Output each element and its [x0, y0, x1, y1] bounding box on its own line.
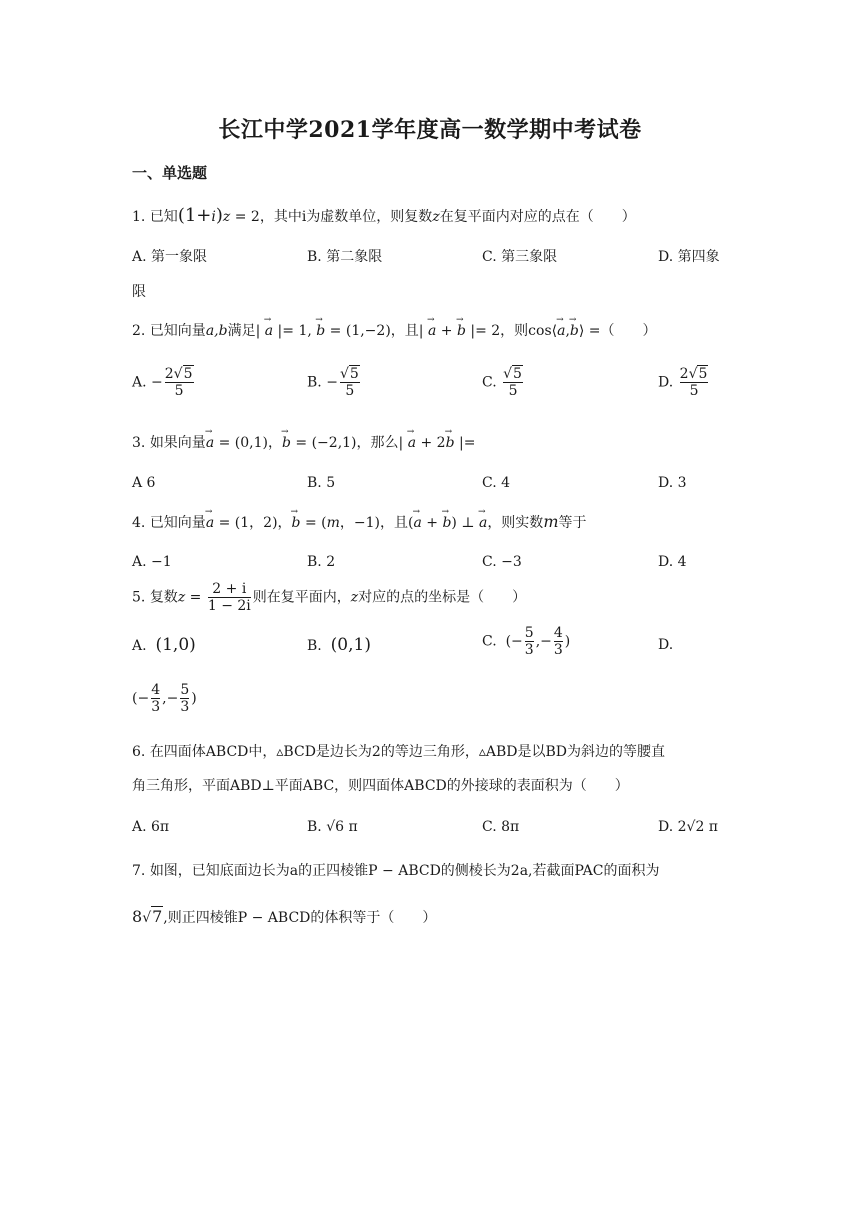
- coef: 8: [132, 907, 143, 926]
- question-number: 3.: [132, 435, 150, 451]
- fraction: [208, 581, 251, 614]
- option-c: C. 第三象限: [482, 249, 558, 265]
- numerator: 2√5: [164, 366, 193, 382]
- vector-b: → b: [570, 322, 579, 340]
- question-text: 在四面体ABCD中，▵BCD是边长为2的等边三角形，▵ABD是以BD为斜边的等腰直: [149, 744, 665, 760]
- math-var: z: [222, 209, 231, 225]
- radicand: 7: [152, 907, 163, 926]
- option-d: [658, 366, 710, 399]
- question-text: 等于: [558, 515, 587, 531]
- math-var: i: [301, 209, 307, 225]
- math-var: m: [543, 512, 559, 531]
- numerator: 4: [151, 682, 161, 698]
- option-d: (− $\frac{4}{3}$ ,− $\frac{5}{3}$ ): [132, 682, 197, 715]
- math-expr: |= 2，则cos⟨: [465, 323, 558, 339]
- math-var: z: [432, 209, 440, 225]
- denominator: 1 − 2i: [207, 598, 251, 614]
- math-expr: |= 1,: [273, 323, 317, 339]
- question-text: 已知向量: [149, 515, 206, 531]
- question-7: [132, 862, 659, 880]
- question-text: = 2，其中: [230, 209, 302, 225]
- option-d: D. 4: [658, 554, 687, 570]
- fraction: [525, 625, 534, 658]
- option-d: D. 2√2 π: [658, 819, 719, 835]
- math-var: a,b: [205, 323, 228, 339]
- option-c: [482, 366, 525, 399]
- option-c: C. 4: [482, 475, 511, 491]
- math-var: z: [177, 589, 186, 606]
- option-label: A.: [132, 374, 147, 391]
- option-label: B.: [307, 374, 322, 391]
- question-text: 复数: [149, 589, 178, 606]
- vector-a: → a: [557, 322, 565, 340]
- math-var: i: [211, 209, 216, 225]
- option-a: A. 第一象限: [132, 249, 208, 265]
- question-text: 在复平面内对应的点在（ ）: [439, 209, 636, 225]
- radicand: 5: [183, 366, 193, 382]
- math-expr: ): [215, 205, 223, 226]
- option-label: C.: [482, 374, 497, 391]
- radicand: 5: [698, 366, 708, 382]
- denominator: 3: [524, 642, 534, 658]
- numerator: 2 + i: [212, 581, 247, 597]
- vector-a: → a: [479, 514, 487, 532]
- math-expr: =: [185, 589, 206, 606]
- numerator: 2√5: [679, 366, 708, 382]
- option-b: B. √6 π: [307, 819, 358, 835]
- denominator: 3: [180, 699, 190, 715]
- vector-a: → a: [408, 434, 416, 452]
- question-text: ⟩ =（ ）: [578, 323, 657, 339]
- question-number: 2.: [132, 323, 150, 339]
- question-1: [132, 207, 636, 226]
- option-d-wrap: 限: [132, 284, 146, 300]
- option-b: B. 5: [307, 475, 336, 491]
- exam-title: 长江中学2021学年度高一数学期中考试卷: [218, 117, 642, 143]
- radicand: 5: [349, 366, 359, 382]
- question-number: 5.: [132, 589, 150, 606]
- math-expr: ，−1)，且(: [339, 515, 414, 531]
- section-heading: 一、单选题: [132, 164, 208, 182]
- option-d-label: D.: [658, 637, 674, 653]
- option-c: C. 8π: [482, 819, 520, 835]
- vector-a: → a: [428, 322, 436, 340]
- fraction: [680, 366, 709, 399]
- question-number: 1.: [132, 209, 150, 225]
- option-a: [132, 636, 196, 655]
- question-text: 则在复平面内，: [252, 589, 351, 606]
- denominator: 3: [553, 642, 563, 658]
- numerator: 5: [180, 682, 190, 698]
- option-label: B.: [307, 638, 322, 654]
- question-2: [132, 322, 657, 340]
- option-value: (0,1): [330, 635, 371, 655]
- question-text: ,则正四棱锥P − ABCD的体积等于（ ）: [163, 910, 437, 926]
- vector-a: → a: [265, 322, 273, 340]
- math-expr: = (1,−2)，且|: [325, 323, 428, 339]
- math-expr: = (1，2)，: [214, 515, 292, 531]
- question-text: ，则实数: [487, 515, 544, 531]
- option-b: B. 第二象限: [307, 249, 383, 265]
- math-var: z: [350, 589, 359, 606]
- question-text: 如图，已知底面边长为a的正四棱锥P − ABCD的侧棱长为2a,若截面PAC的面积为: [149, 863, 660, 879]
- question-3: [132, 434, 475, 452]
- vector-b: → b: [457, 322, 466, 340]
- fraction: [340, 366, 360, 399]
- math-sign: −: [151, 374, 163, 391]
- vector-b: → b: [442, 514, 451, 532]
- denominator: 5: [680, 382, 709, 399]
- math-expr: = (0,1)，: [214, 435, 282, 451]
- question-number: 7.: [132, 863, 150, 879]
- numerator: 5: [524, 625, 534, 641]
- question-text: 为虚数单位，则复数: [306, 209, 433, 225]
- option-label: A.: [132, 638, 147, 654]
- vector-a: → a: [206, 514, 214, 532]
- option-a: [132, 366, 196, 399]
- question-number: 4.: [132, 515, 150, 531]
- math-expr: +: [421, 515, 443, 531]
- vector-a: → a: [413, 514, 421, 532]
- option-c: C. (− $\frac{5}{3}$ ,− $\frac{4}{3}$ ): [482, 625, 571, 658]
- math-sign: −: [326, 374, 338, 391]
- option-c: C. −3: [482, 554, 522, 570]
- option-b: [307, 636, 371, 655]
- question-text: 已知向量: [149, 323, 206, 339]
- numerator: √5: [339, 366, 359, 382]
- question-text: 对应的点的坐标是（ ）: [358, 589, 527, 606]
- math-expr: (1+: [177, 205, 212, 226]
- radicand: 5: [513, 366, 522, 382]
- option-d: D. 3: [658, 475, 687, 491]
- denominator: 5: [340, 382, 360, 399]
- fraction: [165, 366, 194, 399]
- option-d: D. 第四象: [658, 249, 720, 265]
- math-expr: = (−2,1)，那么|: [290, 435, 408, 451]
- numerator: √5: [503, 366, 522, 382]
- question-6-line-2: 角三角形，平面ABD⊥平面ABC，则四面体ABCD的外接球的表面积为（ ）: [132, 778, 629, 794]
- vector-b: → b: [292, 514, 301, 532]
- option-a: A 6: [132, 475, 156, 491]
- option-value: (1,0): [155, 635, 196, 655]
- math-expr: = (: [300, 515, 327, 531]
- question-7-line-2: 8√7,则正四棱锥P − ABCD的体积等于（ ）: [132, 907, 437, 926]
- vector-b: → b: [316, 322, 325, 340]
- vector-a: → a: [206, 434, 214, 452]
- math-expr: + 2: [416, 435, 446, 451]
- question-6: [132, 743, 665, 761]
- math-expr: ) ⊥: [451, 515, 479, 531]
- fraction: [554, 625, 563, 658]
- question-number: 6.: [132, 744, 150, 760]
- math-expr: |=: [454, 435, 476, 451]
- question-4: [132, 513, 586, 532]
- fraction: [151, 682, 160, 715]
- math-expr: +: [436, 323, 457, 339]
- denominator: 5: [165, 382, 194, 399]
- question-text: 已知: [149, 209, 178, 225]
- option-b: B. 2: [307, 554, 336, 570]
- denominator: 3: [151, 699, 161, 715]
- option-label: C.: [482, 633, 497, 650]
- option-b: [307, 366, 362, 399]
- vector-b: → b: [446, 434, 455, 452]
- vector-b: → b: [282, 434, 291, 452]
- option-label: D.: [658, 374, 674, 391]
- question-text: 满足|: [227, 323, 265, 339]
- option-a: A. 6π: [132, 819, 170, 835]
- fraction: [503, 366, 523, 399]
- question-5: [132, 581, 526, 614]
- coef: 2: [679, 366, 689, 382]
- option-a: A. −1: [132, 554, 172, 570]
- coef: 2: [164, 366, 174, 382]
- numerator: 4: [553, 625, 563, 641]
- math-expr: ,: [565, 323, 570, 339]
- denominator: 5: [503, 382, 523, 399]
- math-var: m: [326, 515, 340, 531]
- fraction: [180, 682, 189, 715]
- question-text: 如果向量: [149, 435, 206, 451]
